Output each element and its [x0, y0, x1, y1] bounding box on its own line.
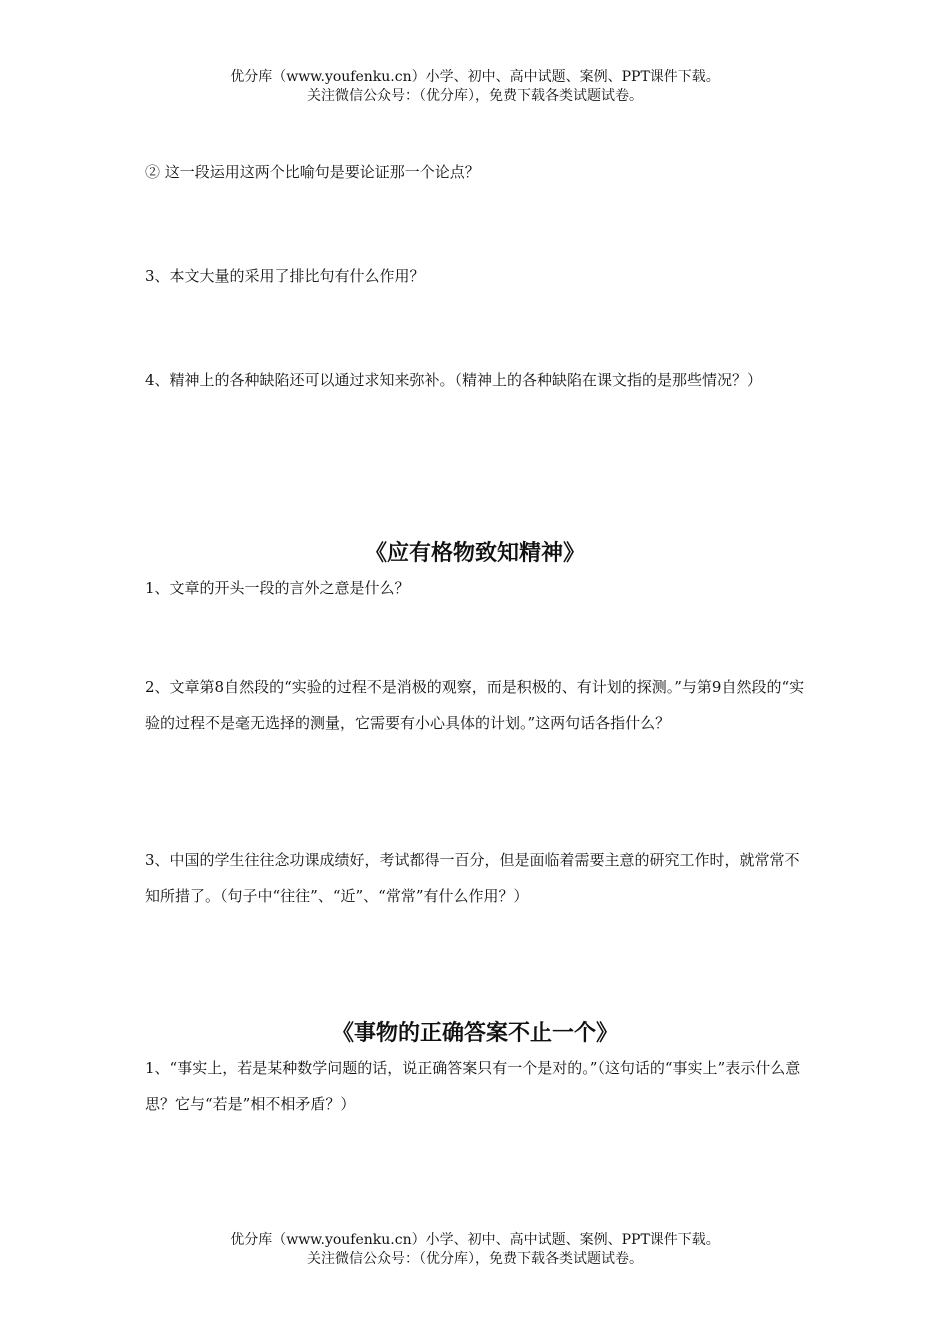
- section-1-question-1: 1、文章的开头一段的言外之意是什么？: [145, 579, 410, 597]
- footer-line-1: 优分库（www.youfenku.cn）小学、初中、高中试题、案例、PPT课件下载。: [230, 1232, 720, 1248]
- section-2-question-1: 1、“事实上，若是某种数学问题的话，说正确答案只有一个是对的。”（这句话的“事实上”表示什么意思？它与“若是”相不相矛盾？）: [145, 1059, 801, 1113]
- section-1-question-3: 3、中国的学生往往念功课成绩好，考试都得一百分，但是面临着需要主意的研究工作时，就常常不知所措了。（句子中“往往”、“近”、“常常”有什么作用？）: [145, 851, 800, 905]
- section-title-2: 《事物的正确答案不止一个》: [331, 1021, 618, 1046]
- section-1-question-2: 2、文章第8自然段的“实验的过程不是消极的观察，而是积极的、有计划的探测。”与第9自然段的“实验的过程不是毫无选择的测量，它需要有小心具体的计划。”这两句话各指什么？: [145, 678, 805, 732]
- header-line-1: 优分库（www.youfenku.cn）小学、初中、高中试题、案例、PPT课件下载。: [230, 69, 720, 85]
- section-title-1: 《应有格物致知精神》: [364, 541, 585, 566]
- question-2-sub-2: ② 这一段运用这两个比喻句是要论证那一个论点？: [145, 163, 480, 181]
- footer-line-2: 关注微信公众号：（优分库），免费下载各类试题试卷。: [307, 1251, 643, 1267]
- question-4: 4、精神上的各种缺陷还可以通过求知来弥补。（精神上的各种缺陷在课文指的是那些情况？）: [145, 371, 763, 389]
- header-line-2: 关注微信公众号：（优分库），免费下载各类试题试卷。: [307, 88, 643, 104]
- question-3: 3、本文大量的采用了排比句有什么作用？: [145, 267, 425, 285]
